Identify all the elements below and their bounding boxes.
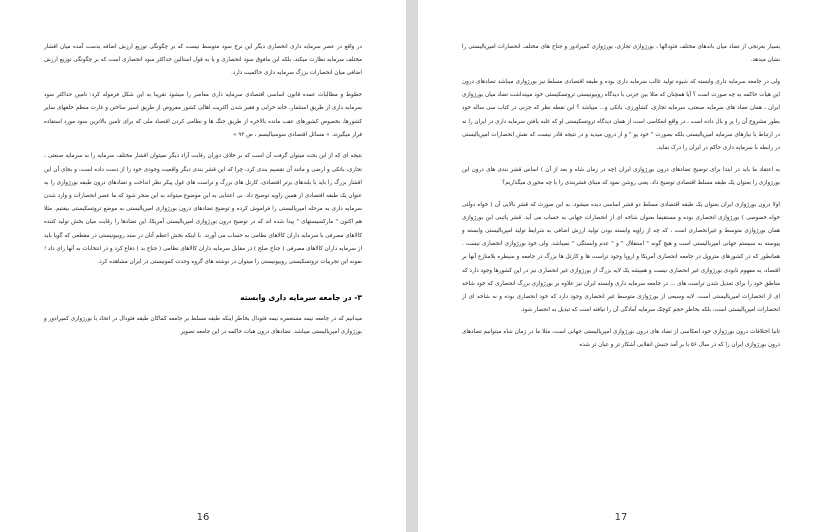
page-number: 16 [196, 512, 210, 523]
paragraph: نتیجه ای که از این بحث میتوان گرفت آن است که بر خلاف دوران رقابت آزاد دیگر نمیتوان اقشار مختلف سرمایه را به سرمایه صنعتی ، تجاری، بانکی و ارضی و مانند آن تقسیم بندی کرد، چرا که این قشر بندی دیگر واقعیت وجودی خود را از دست داده است، و بجای آن این اقشار بزرگ را باید با بلندهای برتر اقتصادی، کارتل های بزرگ و تراست های غول پیکر نظر انداخت و تضادهای درون طبقه بورژوازی را به عنوان یک طبقه اقتصادی از همین زاویه توضیح داد. بی اعتنایی به این موضوع میتواند به این منجر شود که ما عصر انحصارات و وارد شدن سرمایه داری به مرحله امپریالیستی را فراموش کرده و توضیح تضادهای درون بورژوازی امپریالیستی به موضع تروتسکیستی بیفتیم. مثلا هم اکنون " مارکسیستهای " پیدا شده اند که در توضیح درون بورژوازی امپریالیستی آمریکا، این تضادها را رقابت میان بخش تولید کننده کالاهای مصرفی با سرمایه داران کالاهای نظامی به حساب می آورند. با اینکه بخش اعظم آنان در سند روبیونیستی در مقطعی که گویا باید از سرمایه داران کالاهای مصرفی ( جناح صلح ) در مقابل سرمایه داران کالاهای نظامی ( جناح بد ) دفاع کرد و در انتخابات به آنها رای داد ! نمونه این تجربیات تروتسکیستی روبیونیستی را میتوان در نوشته های گروه وحدت کمونیستی در ایران مشاهده کرد. [44, 153, 362, 266]
right-page [418, 0, 824, 532]
paragraph: خطوط و مطالبات عمده قانون اساسی اقتصادی سرمایه داری معاصر را میشود تقریبا به این شکل فرموله کرد: تامین حداکثر سود سرمایه داری از طریق استثمار، خانه خرابی و فقیر شدن اکثریت اهالی کشور مفروض از طریق اسیر ساختن و غارت منظم خلقهای سایر کشورها، بخصوص کشورهای عقب مانده بالاخره از طریق جنگ ها و نظامی کردن اقتصاد ملی که برای تامین بالاترین سود مورد استفاده قرار میگیرند. « مسائل اقتصادی سوسیالیسم ، ص ۹۲ » [44, 92, 362, 138]
left-page-body [44, 41, 362, 348]
paragraph: میدانیم که در جامعه نیمه مستعمره نیمه فئودال بخاطر اینکه طبقه مسلط بر جامعه کماکان طبقه فئودال در اتحاد با بورژوازی کمپرادور و بورژوازی امپریالیستی میباشد. تضادهای درون هیات حاکمه در این جامعه تصویر [44, 316, 362, 336]
left-page [0, 0, 406, 532]
page-number: 17 [614, 512, 628, 523]
paragraph: در واقع در عصر سرمایه داری انحصاری دیگر این نرخ سود متوسط نیست که بر چگونگی توزیع ارزش اضافه بدست آمده میان اقشار مختلف سرمایه نظارت میکند، بلکه این مافوق سود انحصاری و یا به قول استالین حداکثر سود انحصاری است که بر چگونگی توزیع ارزش اضافی میان انحصارات بزرگ سرمایه داری حاکمیت دارد. [44, 44, 362, 77]
paragraph: اولا درون بورژوازی ایران بعنوان یک طبقه اقتصادی مسلط دو قشر اساسی دیده میشود، به این صورت که قشر بالایی آن ( خواه دولتی خواه خصوصی ) بورژوازی انحصاری بوده و مستقیما بعنوان شاخه ای از انحصارات جهانی به حساب می آید. قشر پائینی این بورژوازی همان بورژوازی متوسط و غیرانحصاری است ، که چه از زاویه وابسته بودن تولید ارزش اضافی به شرایط تولید امپریالیستی وابسته و پیوسته به سیستم جهانی امپریالیستی است و هیچ گونه " استقلال " و " عدم وابستگی " نمیباشد. ولی خود بورژوازی انحصاری نیست . همانطور که در کشورهای متروپل در جامعه انحصاری آمریکا و اروپا وجود تراست ها و کارتل ها بزرگ در جامعه و سیطره بلامنازع آنها بر اقتصاد، به مفهوم نابودی بورژوازی غیر انحصاری نیست و همیشه یک لایه بزرگ از بورژوازی غیر انحصاری نیز در این کشورها وجود دارد که مناطق خود را برای تعدیل شدن تراست های ... در جامعه سرمایه داری وابسته ایران نیز علاوه بر بورژوازی بزرگ انحصاری که خود شاخه ای از انحصارات امپریالیستی است. لایه وسیعی از بورژوازی متوسط غیر انحصاری وجود دارد که خود انحصاری بوده و نه شاخه ای از انحصارات امپریالیستی است، بلکه بخاطر حجم کوچک سرمایه آمادگی آن را نیافته است که تبدیل به انحصار شود. [462, 201, 780, 314]
paragraph: ثانیا اختلافات درون بورژوازی خود انعکاسی از تضاد های درون بورژوازی امپریالیستی جهانی است، مثلا ما در زمان شاه میتوانیم تضادهای درون بورژوازی ایران را که در سال ۵۶ با بر آمد جنبش انقلابی آشکار تر و عیان تر شده [462, 328, 780, 349]
section-heading: ۳- در جامعه سرمایه داری وابسته [240, 293, 362, 303]
right-page-body [462, 41, 780, 361]
paragraph: بسیار بغرنجی از تضاد میان باندهای مختلف فئودالها ، بورژوازی تجاری، بورژوازی کمپرادور و جناح های مختلف انحصارات امپریالیستی را نشان میدهد. [462, 44, 780, 64]
paragraph: به اعتقاد ما باید در ابتدا برای توضیح تضادهای درون بورژوازی ایران (چه در زمان شاه و بعد از آن ) اساس قشر بندی های درون این بورژوازی را بعنوان یک طبقه مسلط اقتصادی توضیح داد. یعنی روشن نمود که مبنای قشربندی را با چه محوری میگذاریم؟ [462, 166, 780, 186]
paragraph: ولی در جامعه سرمایه داری وابسته که شیوه تولید غالب سرمایه داری بوده و طبقه اقتصادی مسلط نیز بورژوازی میباشد تضادهای درون این هیات حاکمه به چه صورت است ؟ آیا همچنان که مثلا بین جزنی با دیدگاه روبیونیستی تروتسکیستی خود میپنداشت تضاد میان بورژوازی ایران ، همان تضاد های سرمایه صنعتی، سرمایه تجاری، کشاورزی، بانکی و... میباشد ؟ این نقطه نظر که جزنی در کتاب سی ساله خود بطور مشروح آن را پر و بال داده است ، در واقع انعکاسی است از همان دیدگاه تروتسکیستی او که غلبه یافتن سرمایه داری در ایران را نه در ارتباط با نیازهای سرمایه امپریالیستی بلکه بصورت " خود پو " و از درون میدید و در نتیجه قادر نیست که نقش انحصارات امپریالیستی در رابطه با سرمایه داری حاکم در ایران را درک نماید. [462, 78, 780, 151]
